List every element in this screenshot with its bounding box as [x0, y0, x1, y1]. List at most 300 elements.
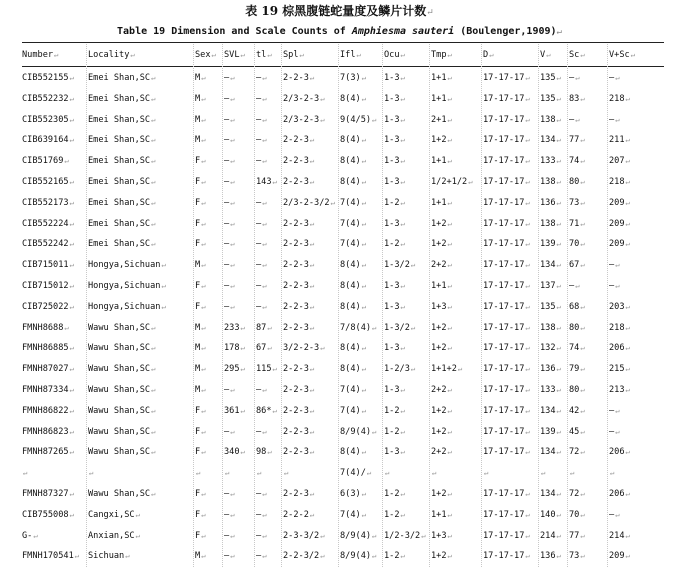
cell-spl: 2/3-2-3/2 ↵	[283, 193, 338, 213]
cell-tmp: 1+2 ↵	[431, 130, 481, 150]
cell-ocu: 1-2 ↵	[384, 422, 429, 442]
cell-locality: Wawu Shan,SC ↵	[88, 318, 193, 338]
cell-locality: Wawu Shan,SC ↵	[88, 401, 193, 421]
cell-tl: — ↵	[256, 505, 281, 525]
cell-sc: 73 ↵	[569, 193, 607, 213]
cell-svl: — ↵	[224, 484, 254, 504]
cell-d: 17-17-17 ↵	[483, 526, 538, 546]
cell-tl: 115 ↵	[256, 359, 281, 379]
cell-sc: 70 ↵	[569, 234, 607, 254]
cell-tl: — ↵	[256, 546, 281, 566]
table-row	[0, 130, 679, 150]
cell-tmp: 1/2+1/2 ↵	[431, 172, 481, 192]
cell-spl: 2-2-3 ↵	[283, 422, 338, 442]
cell-tl: — ↵	[256, 110, 281, 130]
column-guide	[86, 44, 87, 567]
cell-v: 134 ↵	[540, 484, 567, 504]
cell-v-sc: — ↵	[609, 422, 663, 442]
cell-v: 136 ↵	[540, 359, 567, 379]
cell-spl	[283, 463, 338, 483]
cell-ifl: 8/9(4) ↵	[340, 526, 382, 546]
table-row	[0, 214, 679, 234]
cell-v: 132 ↵	[540, 338, 567, 358]
cell-sex: M ↵	[195, 546, 222, 566]
cell-tl: — ↵	[256, 380, 281, 400]
cell-number: CIB552155 ↵	[22, 68, 86, 88]
cell-number: G- ↵	[22, 526, 86, 546]
header-sc: Sc ↵	[569, 45, 607, 65]
cell-ocu: 1-3 ↵	[384, 297, 429, 317]
cell-ifl: 7(4) ↵	[340, 234, 382, 254]
column-guide	[607, 44, 608, 567]
table-row	[0, 422, 679, 442]
cell-svl: 295 ↵	[224, 359, 254, 379]
cell-sex: F ↵	[195, 214, 222, 234]
cell-v-sc: — ↵	[609, 505, 663, 525]
cell-tmp: 1+2 ↵	[431, 401, 481, 421]
cell-tmp: 1+1 ↵	[431, 193, 481, 213]
cell-tmp: 1+2 ↵	[431, 546, 481, 566]
cell-v: 136 ↵	[540, 546, 567, 566]
cell-v: 214 ↵	[540, 526, 567, 546]
cell-v-sc: 203 ↵	[609, 297, 663, 317]
data-table	[0, 42, 679, 567]
table-row	[0, 89, 679, 109]
cell-tmp: 1+2 ↵	[431, 214, 481, 234]
cell-tl: — ↵	[256, 255, 281, 275]
cell-tmp: 1+3 ↵	[431, 526, 481, 546]
cell-ocu: 1-3 ↵	[384, 442, 429, 462]
cell-sex: M ↵	[195, 359, 222, 379]
cell-sc: 80 ↵	[569, 318, 607, 338]
cell-sc: 67 ↵	[569, 255, 607, 275]
cell-sex: F ↵	[195, 151, 222, 171]
cell-ifl: 8(4) ↵	[340, 172, 382, 192]
cell-locality: Hongya,Sichuan ↵	[88, 255, 193, 275]
cell-ocu: 1-2 ↵	[384, 546, 429, 566]
cell-sex: M ↵	[195, 380, 222, 400]
cell-locality: Emei Shan,SC ↵	[88, 234, 193, 254]
cell-v-sc: — ↵	[609, 276, 663, 296]
cell-sc: 45 ↵	[569, 422, 607, 442]
cell-ifl: 8(4) ↵	[340, 151, 382, 171]
cell-number: FMNH87265 ↵	[22, 442, 86, 462]
cell-sex: F ↵	[195, 172, 222, 192]
cell-tl: — ↵	[256, 214, 281, 234]
cell-tmp: 1+1 ↵	[431, 89, 481, 109]
column-guide	[338, 44, 339, 567]
cell-v: 139 ↵	[540, 422, 567, 442]
cell-tl: 67 ↵	[256, 338, 281, 358]
cell-number: CIB715011 ↵	[22, 255, 86, 275]
cell-tmp: 1+2 ↵	[431, 484, 481, 504]
cell-ifl: 8(4) ↵	[340, 442, 382, 462]
table-row	[0, 297, 679, 317]
cell-spl: 2-2-3 ↵	[283, 442, 338, 462]
cell-v-sc: 206 ↵	[609, 338, 663, 358]
cell-number: FMNH87327 ↵	[22, 484, 86, 504]
cell-ocu: 1-2 ↵	[384, 505, 429, 525]
cell-locality: Wawu Shan,SC ↵	[88, 484, 193, 504]
cell-ifl: 8(4) ↵	[340, 130, 382, 150]
cell-d: 17-17-17 ↵	[483, 151, 538, 171]
cell-sc: 74 ↵	[569, 338, 607, 358]
cell-tmp: 2+2 ↵	[431, 255, 481, 275]
cell-tl	[256, 463, 281, 483]
cell-svl: — ↵	[224, 151, 254, 171]
cell-locality	[88, 463, 193, 483]
cell-v-sc	[609, 463, 663, 483]
cell-ifl: 8/9(4) ↵	[340, 546, 382, 566]
cell-v-sc: 209 ↵	[609, 193, 663, 213]
cell-v-sc: — ↵	[609, 110, 663, 130]
cell-ocu: 1-3 ↵	[384, 276, 429, 296]
cell-v: 134 ↵	[540, 442, 567, 462]
column-guide	[193, 44, 194, 567]
cell-d: 17-17-17 ↵	[483, 442, 538, 462]
cell-sex: F ↵	[195, 505, 222, 525]
cell-locality: Emei Shan,SC ↵	[88, 110, 193, 130]
cell-ocu: 1-2 ↵	[384, 484, 429, 504]
cell-v-sc: — ↵	[609, 255, 663, 275]
cell-svl: — ↵	[224, 505, 254, 525]
cell-sex: F ↵	[195, 422, 222, 442]
cell-ifl: 7(4)/ ↵	[340, 463, 382, 483]
cell-v: 133 ↵	[540, 151, 567, 171]
column-guide	[281, 44, 282, 567]
cell-spl: 2-2-3 ↵	[283, 359, 338, 379]
table-row	[0, 546, 679, 566]
cell-sex	[195, 463, 222, 483]
cell-tmp: 1+1 ↵	[431, 505, 481, 525]
cell-svl: 361 ↵	[224, 401, 254, 421]
cell-sc: 83 ↵	[569, 89, 607, 109]
table-title-english: Table 19 Dimension and Scale Counts of Amphiesma sauteri (Boulenger,1909)↵	[117, 26, 562, 37]
cell-locality: Emei Shan,SC ↵	[88, 89, 193, 109]
cell-spl: 2/3-2-3 ↵	[283, 89, 338, 109]
cell-tmp: 1+2 ↵	[431, 318, 481, 338]
cell-sc: 72 ↵	[569, 484, 607, 504]
cell-ifl: 7(4) ↵	[340, 214, 382, 234]
cell-ocu: 1-3 ↵	[384, 68, 429, 88]
table-row	[0, 110, 679, 130]
cell-d: 17-17-17 ↵	[483, 380, 538, 400]
cell-svl: 233 ↵	[224, 318, 254, 338]
cell-v: 139 ↵	[540, 234, 567, 254]
cell-number: CIB552232 ↵	[22, 89, 86, 109]
cell-v: 135 ↵	[540, 297, 567, 317]
cell-tl: — ↵	[256, 526, 281, 546]
cell-ifl: 8(4) ↵	[340, 359, 382, 379]
cell-ocu: 1-3/2 ↵	[384, 255, 429, 275]
cell-sex: F ↵	[195, 442, 222, 462]
cell-ocu: 1-3 ↵	[384, 89, 429, 109]
cell-sc: 77 ↵	[569, 130, 607, 150]
cell-spl: 2-2-3 ↵	[283, 484, 338, 504]
cell-d: 17-17-17 ↵	[483, 359, 538, 379]
cell-svl: — ↵	[224, 276, 254, 296]
cell-ocu: 1-2/3 ↵	[384, 359, 429, 379]
cell-d: 17-17-17 ↵	[483, 401, 538, 421]
cell-spl: 2-2-3/2 ↵	[283, 546, 338, 566]
cell-spl: 2/3-2-3 ↵	[283, 110, 338, 130]
cell-spl: 2-2-3 ↵	[283, 297, 338, 317]
cell-svl: — ↵	[224, 422, 254, 442]
cell-number: CIB552242 ↵	[22, 234, 86, 254]
cell-v-sc: 213 ↵	[609, 380, 663, 400]
table-row	[0, 505, 679, 525]
cell-ocu: 1-3 ↵	[384, 110, 429, 130]
cell-v: 136 ↵	[540, 193, 567, 213]
cell-svl: 178 ↵	[224, 338, 254, 358]
cell-spl: 2-2-3 ↵	[283, 318, 338, 338]
cell-v-sc: 215 ↵	[609, 359, 663, 379]
cell-d: 17-17-17 ↵	[483, 130, 538, 150]
cell-locality: Hongya,Sichuan ↵	[88, 297, 193, 317]
cell-ocu: 1/2-3/2 ↵	[384, 526, 429, 546]
cell-number: CIB552224 ↵	[22, 214, 86, 234]
column-guide	[254, 44, 255, 567]
cell-locality: Anxian,SC ↵	[88, 526, 193, 546]
cell-tl: 98 ↵	[256, 442, 281, 462]
cell-spl: 2-2-3 ↵	[283, 234, 338, 254]
cell-v: 138 ↵	[540, 110, 567, 130]
cell-locality: Wawu Shan,SC ↵	[88, 442, 193, 462]
cell-v-sc: 207 ↵	[609, 151, 663, 171]
cell-sc: 72 ↵	[569, 442, 607, 462]
cell-svl: — ↵	[224, 546, 254, 566]
cell-svl: 340 ↵	[224, 442, 254, 462]
table-row	[0, 255, 679, 275]
table-row	[0, 318, 679, 338]
header-tl: tl ↵	[256, 45, 281, 65]
cell-d: 17-17-17 ↵	[483, 484, 538, 504]
cell-ifl: 8(4) ↵	[340, 89, 382, 109]
cell-ocu: 1-3 ↵	[384, 338, 429, 358]
table-row	[0, 276, 679, 296]
cell-ifl: 8(4) ↵	[340, 297, 382, 317]
cell-ocu: 1-3 ↵	[384, 214, 429, 234]
column-guide	[538, 44, 539, 567]
header-locality: Locality ↵	[88, 45, 193, 65]
cell-locality: Wawu Shan,SC ↵	[88, 380, 193, 400]
table-row	[0, 234, 679, 254]
table-row	[0, 380, 679, 400]
cell-locality: Wawu Shan,SC ↵	[88, 359, 193, 379]
cell-d: 17-17-17 ↵	[483, 193, 538, 213]
column-guide	[481, 44, 482, 567]
cell-sc: 80 ↵	[569, 380, 607, 400]
cell-v	[540, 463, 567, 483]
cell-tl: 87 ↵	[256, 318, 281, 338]
cell-ifl: 8(4) ↵	[340, 276, 382, 296]
cell-number: CIB715012 ↵	[22, 276, 86, 296]
cell-v: 138 ↵	[540, 318, 567, 338]
cell-d	[483, 463, 538, 483]
cell-svl: — ↵	[224, 130, 254, 150]
cell-svl	[224, 463, 254, 483]
cell-tmp: 1+2 ↵	[431, 234, 481, 254]
cell-sc: 73 ↵	[569, 546, 607, 566]
cell-d: 17-17-17 ↵	[483, 214, 538, 234]
cell-sex: M ↵	[195, 255, 222, 275]
cell-number: CIB552305 ↵	[22, 110, 86, 130]
cell-d: 17-17-17 ↵	[483, 318, 538, 338]
cell-v-sc: 206 ↵	[609, 442, 663, 462]
cell-ocu	[384, 463, 429, 483]
cell-tmp: 2+1 ↵	[431, 110, 481, 130]
cell-v-sc: 209 ↵	[609, 234, 663, 254]
cell-d: 17-17-17 ↵	[483, 89, 538, 109]
table-row	[0, 193, 679, 213]
cell-tl: — ↵	[256, 276, 281, 296]
cell-tmp	[431, 463, 481, 483]
cell-tl: 86* ↵	[256, 401, 281, 421]
cell-v: 138 ↵	[540, 172, 567, 192]
cell-sc: 79 ↵	[569, 359, 607, 379]
cell-spl: 3/2-2-3 ↵	[283, 338, 338, 358]
cell-v-sc: 211 ↵	[609, 130, 663, 150]
cell-sc: — ↵	[569, 68, 607, 88]
cell-locality: Wawu Shan,SC ↵	[88, 422, 193, 442]
table-row	[0, 172, 679, 192]
cell-locality: Emei Shan,SC ↵	[88, 151, 193, 171]
cell-tmp: 1+3 ↵	[431, 297, 481, 317]
cell-d: 17-17-17 ↵	[483, 110, 538, 130]
cell-sc: 68 ↵	[569, 297, 607, 317]
cell-d: 17-17-17 ↵	[483, 546, 538, 566]
header-v: V ↵	[540, 45, 567, 65]
table-row	[0, 401, 679, 421]
cell-tmp: 2+2 ↵	[431, 380, 481, 400]
column-guide	[222, 44, 223, 567]
cell-sex: M ↵	[195, 110, 222, 130]
cell-spl: 2-2-2 ↵	[283, 505, 338, 525]
cell-v: 137 ↵	[540, 276, 567, 296]
cell-sex: F ↵	[195, 193, 222, 213]
header-tmp: Tmp ↵	[431, 45, 481, 65]
cell-svl: — ↵	[224, 214, 254, 234]
cell-spl: 2-2-3 ↵	[283, 276, 338, 296]
cell-d: 17-17-17 ↵	[483, 68, 538, 88]
cell-v-sc: 209 ↵	[609, 546, 663, 566]
header-v-sc: V+Sc ↵	[609, 45, 663, 65]
cell-sex: F ↵	[195, 526, 222, 546]
cell-v: 138 ↵	[540, 214, 567, 234]
cell-v: 135 ↵	[540, 68, 567, 88]
cell-sex: F ↵	[195, 276, 222, 296]
cell-ifl: 7/8(4) ↵	[340, 318, 382, 338]
header-ocu: Ocu ↵	[384, 45, 429, 65]
cell-v-sc: 214 ↵	[609, 526, 663, 546]
cell-tmp: 1+2 ↵	[431, 338, 481, 358]
table-header-row	[0, 45, 679, 65]
cell-v: 140 ↵	[540, 505, 567, 525]
cell-spl: 2-2-3 ↵	[283, 214, 338, 234]
cell-tl: — ↵	[256, 68, 281, 88]
cell-locality: Emei Shan,SC ↵	[88, 68, 193, 88]
cell-tl: — ↵	[256, 193, 281, 213]
cell-v-sc: 206 ↵	[609, 484, 663, 504]
cell-tmp: 1+1 ↵	[431, 151, 481, 171]
table-row	[0, 442, 679, 462]
cell-spl: 2-2-3 ↵	[283, 401, 338, 421]
cell-tl: — ↵	[256, 234, 281, 254]
cell-sex: F ↵	[195, 234, 222, 254]
cell-number: CIB552173 ↵	[22, 193, 86, 213]
cell-sc: 80 ↵	[569, 172, 607, 192]
cell-d: 17-17-17 ↵	[483, 422, 538, 442]
table-title-chinese: 表 19 棕黑腹链蛇量度及鳞片计数↵	[245, 4, 434, 18]
cell-v-sc: 218 ↵	[609, 89, 663, 109]
cell-ocu: 1-2 ↵	[384, 234, 429, 254]
cell-locality: Sichuan ↵	[88, 546, 193, 566]
cell-d: 17-17-17 ↵	[483, 297, 538, 317]
cell-ifl: 9(4/5) ↵	[340, 110, 382, 130]
cell-svl: — ↵	[224, 297, 254, 317]
cell-d: 17-17-17 ↵	[483, 276, 538, 296]
cell-ifl: 7(4) ↵	[340, 193, 382, 213]
cell-number: CIB725022 ↵	[22, 297, 86, 317]
table-row	[0, 151, 679, 171]
cell-tl: — ↵	[256, 297, 281, 317]
cell-number: CIB639164 ↵	[22, 130, 86, 150]
cell-ifl: 7(4) ↵	[340, 505, 382, 525]
cell-number: FMNH170541 ↵	[22, 546, 86, 566]
cell-number: FMNH8688 ↵	[22, 318, 86, 338]
cell-svl: — ↵	[224, 68, 254, 88]
cell-d: 17-17-17 ↵	[483, 505, 538, 525]
cell-tl: — ↵	[256, 130, 281, 150]
cell-number	[22, 463, 86, 483]
cell-sc	[569, 463, 607, 483]
cell-v-sc: 209 ↵	[609, 214, 663, 234]
cell-svl: — ↵	[224, 193, 254, 213]
cell-svl: — ↵	[224, 89, 254, 109]
cell-sex: M ↵	[195, 89, 222, 109]
cell-tl: — ↵	[256, 484, 281, 504]
cell-tl: 143 ↵	[256, 172, 281, 192]
cell-v: 134 ↵	[540, 401, 567, 421]
cell-v-sc: — ↵	[609, 401, 663, 421]
cell-spl: 2-2-3 ↵	[283, 130, 338, 150]
cell-sc: — ↵	[569, 276, 607, 296]
cell-v-sc: — ↵	[609, 68, 663, 88]
cell-sc: — ↵	[569, 110, 607, 130]
cell-tmp: 1+1 ↵	[431, 276, 481, 296]
table-row	[0, 484, 679, 504]
header-svl: SVL ↵	[224, 45, 254, 65]
cell-tmp: 1+1 ↵	[431, 68, 481, 88]
cell-tmp: 2+2 ↵	[431, 442, 481, 462]
cell-sc: 42 ↵	[569, 401, 607, 421]
cell-ocu: 1-3/2 ↵	[384, 318, 429, 338]
cell-ocu: 1-2 ↵	[384, 193, 429, 213]
cell-locality: Cangxi,SC ↵	[88, 505, 193, 525]
cell-v-sc: 218 ↵	[609, 172, 663, 192]
header-ifl: Ifl ↵	[340, 45, 382, 65]
cell-spl: 2-2-3 ↵	[283, 255, 338, 275]
cell-sex: M ↵	[195, 68, 222, 88]
header-number: Number ↵	[22, 45, 86, 65]
cell-v: 133 ↵	[540, 380, 567, 400]
cell-spl: 2-2-3 ↵	[283, 151, 338, 171]
cell-tl: — ↵	[256, 422, 281, 442]
cell-ocu: 1-3 ↵	[384, 130, 429, 150]
cell-v: 134 ↵	[540, 130, 567, 150]
cell-ifl: 8(4) ↵	[340, 338, 382, 358]
column-guide	[567, 44, 568, 567]
